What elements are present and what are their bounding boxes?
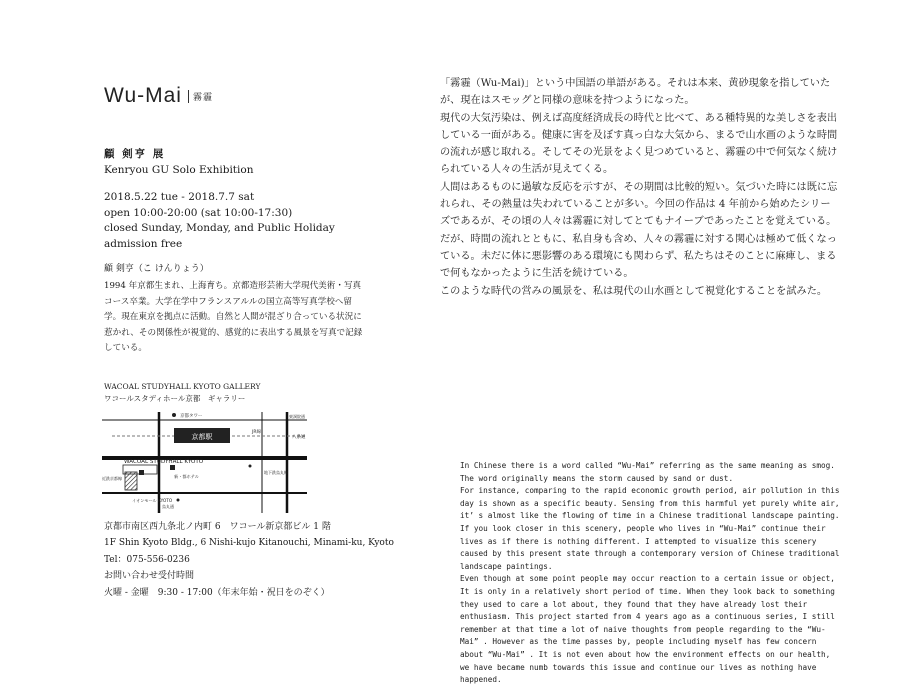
page-title [104,84,213,108]
map-aeon-marker [139,470,144,475]
map-subway-label: 地下鉄烏丸線 [264,470,288,475]
map-aeon-label: イオンモール KYOTO [132,498,173,503]
map-higashinotoin-label: 東洞院通 [289,414,305,419]
map-station-label: 京都駅 [191,433,213,441]
map-hachijo-label: 八条通 [292,435,306,440]
statement-jp-paragraph: 人間はあるものに過敏な反応を示すが、その期間は比較的短い。気づいた時には既に忘れられ、その熱量は失われていることが多い。今回の作品は 4 年前から始めたシリーズであるが、その頃の人々は霧霾に対してとてもナイーブであったことを覚えている。だが、時間の流れとともに、私自身も含め、人々の霧霾に対する関心は極めて低くなっている。未だに体に悪影響のある環境にも関わらず、私たちはそのことに麻痺し、まるで何もなかったように生活を続けている。 [440,181,838,280]
map-parking-marker [177,499,180,502]
statement-en-paragraph: In Chinese there is a word called “Wu-Mai” referring as the same meaning as smog. The word originally means the storm caused by sand or dust. [460,461,835,483]
map-karasuma-label: 烏丸通 [162,504,174,509]
schedule-admission: admission free [104,237,183,250]
gallery-name-en: WACOAL STUDYHALL KYOTO GALLERY [104,382,261,391]
gallery-info [104,381,260,405]
address-en: 1F Shin Kyoto Bldg., 6 Nishi-kujo Kitanouchi, Minami-ku, Kyoto [104,538,394,549]
bio-text: 1994 年京都生まれ、上海育ち。京都造形芸術大学現代美術・写真コース卒業。大学在学中フランスアルルの国立高等写真学校へ留学。現在東京を拠点に活動。自然と人間が混ざり合っている状況に惹かれ、その関係性が視覚的、感覚的に表出する風景を写真で記録している。 [104,281,363,353]
exhibition-name-jp: 顧 剣亨 展 [104,148,166,160]
address-jp: 京都市南区西九条北ノ内町 6 ワコール新京都ビル 1 階 [104,522,331,532]
map-subway-marker [249,465,252,468]
title-subtitle: 霧霾 [192,92,213,102]
schedule [104,190,335,252]
exhibition-name-en: Kenryou GU Solo Exhibition [104,164,254,176]
access-map [102,412,307,513]
schedule-closed: closed Sunday, Monday, and Public Holiday [104,222,335,234]
gallery-name-jp: ワコールスタディホール京都 ギャラリー [104,394,246,403]
map-tower-label: 京都タワー [180,414,203,419]
statement-jp-paragraph: このような時代の営みの風景を、私は現代の山水画として視覚化することを試みた。 [440,285,828,297]
statement-en-paragraph: Even though at some point people may occur reaction to a certain issue or object, It is only in a relatively short period of time. When they look back to something they used to care a lot about, they found that they have already lost their enthusiasm. This project started from 4 years ago as a continuous series, I still remember at that time a lot of naive thoughts from people regarding to the “Wu-Mai” . However as the time passes by, people including myself has few concern about “Wu-Mai” . It is not even about how the environment effects on our health, we have became numb towards this issue and continue our lives as nothing have happened. [460,574,835,685]
schedule-hours: open 10:00-20:00 (sat 10:00-17:30) [104,206,293,219]
bio-name: 顧 剣亨（こ けんりょう） [104,264,209,274]
statement-jp [440,75,840,300]
map-hotel-marker [170,465,175,470]
map-studyhall-label: WACOAL STUDYHALL KYOTO [124,459,204,465]
statement-en [460,460,840,687]
inquiry-hours: 火曜 - 金曜 9:30 - 17:00（年末年始・祝日をのぞく） [104,587,330,598]
telephone: Tel：075-556-0236 [104,554,190,565]
address-block [104,519,394,601]
map-jr-label: JR線 [252,430,261,435]
map-studyhall-marker [125,472,137,490]
title-divider [188,90,189,103]
map-tower-marker [172,413,176,417]
statement-jp-paragraph: 「霧霾（Wu-Mai)」という中国語の単語がある。それは本来、黄砂現象を指していたが、現在はスモッグと同様の意味を持つようになった。 [440,78,831,107]
inquiry-heading: お問い合わせ受付時間 [104,571,195,582]
schedule-dates: 2018.5.22 tue - 2018.7.7 sat [104,191,255,203]
map-kintetsu-label: 近鉄京都線 [102,476,122,481]
statement-en-paragraph: For instance, comparing to the rapid economic growth period, air pollution in this day is shown as a specific beauty. Sensing from this harmful yet purely white air, it’ s almost like the flowing of time in a Chinese traditional landscape painting. If you look closer in this scenery, people who lives in “Wu-Mai” continue their lives as if there is nothing different. I attempted to visualize this scenery caused by this present state through a contemporary version of Chinese traditional landscape paintings. [460,486,840,571]
title-text: Wu-Mai [104,84,182,107]
statement-jp-paragraph: 現代の大気汚染は、例えば高度経済成長の時代と比べて、ある種特異的な美しさを表出している一面がある。健康に害を及ぼす真っ白な大気から、まるで山水画のような時間の流れが感じ取れる。そしてその光景をよく見つめていると、霧霾の中で何気なく続けられている人々の生活が見えてくる。 [440,112,838,176]
map-hotel-label: 新・都ホテル [174,474,199,479]
